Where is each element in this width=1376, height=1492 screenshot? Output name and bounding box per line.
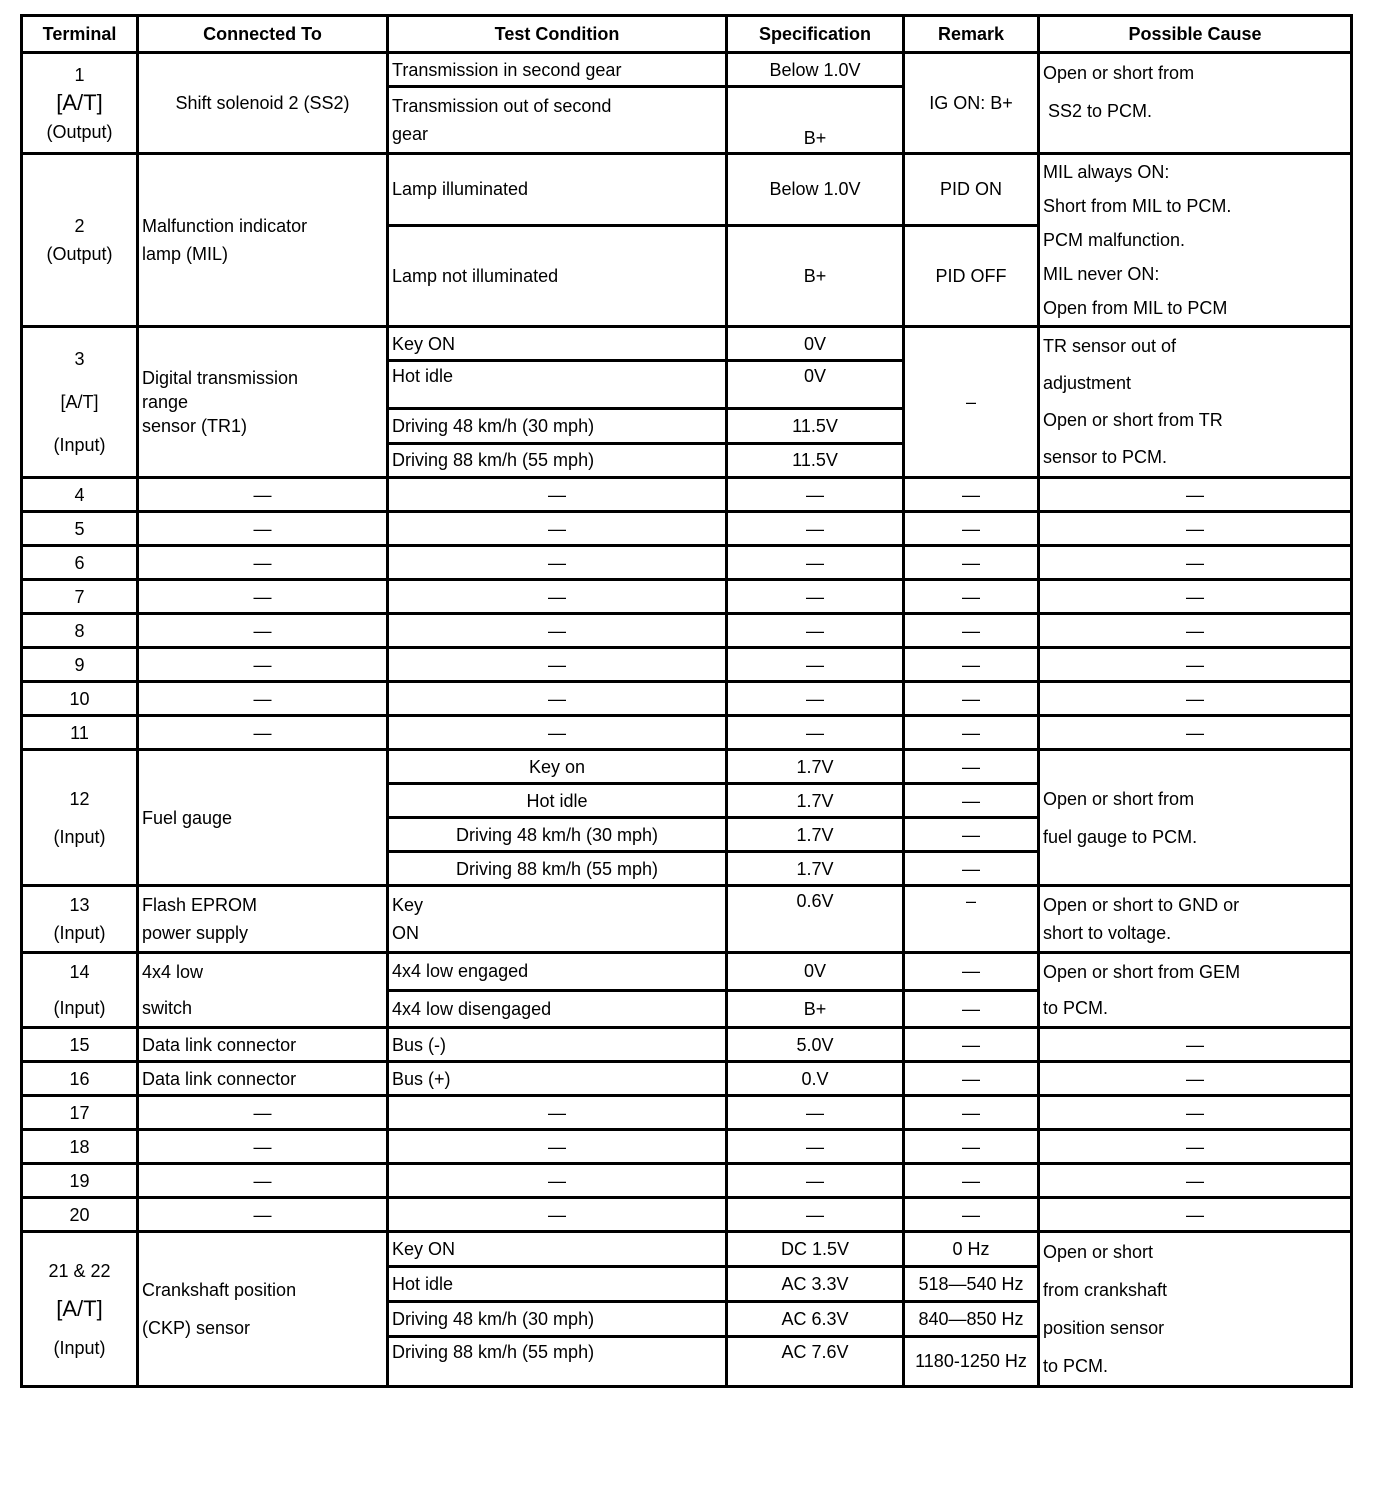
- dash-cell: —: [727, 546, 904, 580]
- cause-line: Open or short from: [1043, 788, 1195, 809]
- table-row: [22, 886, 1352, 953]
- connected-line: power supply: [142, 923, 249, 943]
- condition-cell: Hot idle: [388, 1266, 727, 1301]
- dash-cell: —: [1039, 1130, 1352, 1164]
- dash-cell: —: [138, 512, 388, 546]
- terminal-number: 21 & 22: [48, 1260, 111, 1281]
- dash-cell: —: [727, 614, 904, 648]
- dash-cell: —: [388, 716, 727, 750]
- spec-cell: 0V: [727, 361, 904, 409]
- spec-cell: 1.7V: [727, 784, 904, 818]
- terminal-io: (Input): [53, 434, 106, 455]
- dash-cell: —: [727, 1130, 904, 1164]
- cause-line: TR sensor out of: [1043, 336, 1177, 356]
- cause-cell: [1039, 750, 1352, 886]
- cause-cell: —: [1039, 1062, 1352, 1096]
- dash-cell: —: [138, 614, 388, 648]
- terminal-io: (Input): [53, 826, 106, 847]
- table-row: [22, 327, 1352, 361]
- table-row: [22, 1164, 1352, 1198]
- header-connected-to: Connected To: [138, 16, 388, 53]
- remark-cell: —: [904, 818, 1039, 852]
- dash-cell: —: [727, 1198, 904, 1232]
- remark-cell: —: [904, 750, 1039, 784]
- connected-to-cell: Data link connector: [138, 1062, 388, 1096]
- terminal-cell: 17: [22, 1096, 138, 1130]
- dash-cell: —: [138, 1198, 388, 1232]
- terminal-cell: 8: [22, 614, 138, 648]
- cause-line: Open or short to GND or: [1043, 895, 1240, 915]
- cause-cell: [1039, 953, 1352, 1028]
- cause-line: adjustment: [1043, 373, 1132, 393]
- terminal-cell: 7: [22, 580, 138, 614]
- terminal-cell: [22, 327, 138, 478]
- spec-cell: 11.5V: [727, 409, 904, 443]
- connected-line: sensor (TR1): [142, 416, 248, 436]
- terminal-cell: [22, 750, 138, 886]
- cause-line: position sensor: [1043, 1318, 1165, 1338]
- terminal-cell: 10: [22, 682, 138, 716]
- header-row: [22, 16, 1352, 53]
- remark-cell: —: [904, 1062, 1039, 1096]
- condition-cell: Bus (+): [388, 1062, 727, 1096]
- remark-cell: PID ON: [904, 154, 1039, 226]
- table-row: [22, 1198, 1352, 1232]
- cause-cell: [1039, 327, 1352, 478]
- dash-cell: —: [904, 1130, 1039, 1164]
- dash-cell: —: [727, 512, 904, 546]
- connected-line: Crankshaft position: [142, 1280, 297, 1300]
- cause-line: SS2 to PCM.: [1048, 101, 1153, 121]
- table-row: [22, 614, 1352, 648]
- dash-cell: —: [727, 716, 904, 750]
- spec-cell: 1.7V: [727, 852, 904, 886]
- connected-to-cell: Data link connector: [138, 1028, 388, 1062]
- terminal-io: (Output): [46, 121, 113, 142]
- terminal-io: (Input): [53, 998, 106, 1018]
- condition-cell: Key on: [388, 750, 727, 784]
- cause-cell: —: [1039, 1028, 1352, 1062]
- table-row: [22, 512, 1352, 546]
- table-row: [22, 1062, 1352, 1096]
- dash-cell: —: [1039, 648, 1352, 682]
- terminal-cell: [22, 53, 138, 154]
- table-row: [22, 154, 1352, 226]
- spec-cell: DC 1.5V: [727, 1232, 904, 1267]
- connected-to-cell: [138, 327, 388, 478]
- dash-cell: —: [388, 580, 727, 614]
- condition-cell: Driving 48 km/h (30 mph): [388, 1301, 727, 1336]
- connected-line: (CKP) sensor: [142, 1318, 251, 1338]
- terminal-cell: 5: [22, 512, 138, 546]
- cause-line: MIL always ON:: [1043, 162, 1170, 182]
- connected-line: 4x4 low: [142, 962, 204, 982]
- cause-line: fuel gauge to PCM.: [1043, 826, 1198, 847]
- spec-cell: B+: [727, 225, 904, 326]
- remark-cell: —: [904, 784, 1039, 818]
- connected-line: Malfunction indicator: [142, 216, 308, 236]
- terminal-number: 13: [69, 895, 90, 915]
- dash-cell: —: [388, 1198, 727, 1232]
- dash-cell: —: [388, 614, 727, 648]
- dash-cell: —: [388, 512, 727, 546]
- remark-cell: –: [904, 327, 1039, 478]
- dash-cell: —: [388, 682, 727, 716]
- dash-cell: —: [388, 1130, 727, 1164]
- dash-cell: —: [727, 1096, 904, 1130]
- table-row: [22, 1130, 1352, 1164]
- terminal-cell: 6: [22, 546, 138, 580]
- terminal-cell: 20: [22, 1198, 138, 1232]
- terminal-cell: 11: [22, 716, 138, 750]
- remark-cell: —: [904, 1028, 1039, 1062]
- dash-cell: —: [1039, 546, 1352, 580]
- dash-cell: —: [904, 682, 1039, 716]
- terminal-cell: [22, 886, 138, 953]
- condition-cell: Lamp illuminated: [388, 154, 727, 226]
- connected-line: Flash EPROM: [142, 895, 258, 915]
- connected-to-cell: [138, 154, 388, 327]
- connected-to-cell: Shift solenoid 2 (SS2): [138, 53, 388, 154]
- condition-cell: [388, 886, 727, 953]
- dash-cell: —: [904, 716, 1039, 750]
- header-terminal: Terminal: [22, 16, 138, 53]
- remark-cell: –: [904, 886, 1039, 953]
- terminal-cell: 4: [22, 478, 138, 512]
- terminal-io: (Input): [53, 1337, 106, 1358]
- spec-cell: Below 1.0V: [727, 53, 904, 87]
- connected-to-cell: [138, 886, 388, 953]
- dash-cell: —: [388, 1164, 727, 1198]
- table-row: [22, 1028, 1352, 1062]
- terminal-tag: [A/T]: [60, 391, 99, 412]
- condition-cell: Hot idle: [388, 784, 727, 818]
- spec-cell: 0.6V: [727, 886, 904, 953]
- table-row: [22, 716, 1352, 750]
- cause-line: Open from MIL to PCM: [1043, 298, 1228, 318]
- dash-cell: —: [904, 1164, 1039, 1198]
- dash-cell: —: [1039, 1198, 1352, 1232]
- dash-cell: —: [727, 1164, 904, 1198]
- dash-cell: —: [727, 648, 904, 682]
- cause-line: from crankshaft: [1043, 1280, 1168, 1300]
- condition-line: ON: [392, 923, 419, 943]
- dash-cell: —: [388, 648, 727, 682]
- terminal-cell: [22, 1232, 138, 1387]
- condition-cell: Driving 48 km/h (30 mph): [388, 409, 727, 443]
- condition-cell: Driving 88 km/h (55 mph): [388, 852, 727, 886]
- table-row: [22, 546, 1352, 580]
- dash-cell: —: [1039, 478, 1352, 512]
- terminal-number: 12: [69, 788, 90, 809]
- spec-cell: B+: [727, 87, 904, 154]
- terminal-number: 1: [74, 64, 85, 85]
- spec-cell: 0.V: [727, 1062, 904, 1096]
- terminal-number: 3: [74, 348, 85, 369]
- cause-line: Short from MIL to PCM.: [1043, 196, 1232, 216]
- pcm-terminal-table: [20, 14, 1353, 1388]
- remark-cell: —: [904, 953, 1039, 991]
- condition-cell: 4x4 low disengaged: [388, 990, 727, 1028]
- remark-cell: 840—850 Hz: [904, 1301, 1039, 1336]
- cause-line: Open or short: [1043, 1242, 1154, 1262]
- spec-cell: 5.0V: [727, 1028, 904, 1062]
- cause-line: Open or short from: [1043, 63, 1195, 83]
- terminal-cell: 9: [22, 648, 138, 682]
- connected-line: Digital transmission: [142, 368, 299, 388]
- condition-cell: Driving 88 km/h (55 mph): [388, 1336, 727, 1386]
- condition-line: Transmission out of second: [392, 96, 612, 116]
- dash-cell: —: [1039, 716, 1352, 750]
- cause-line: PCM malfunction.: [1043, 230, 1186, 250]
- terminal-cell: 18: [22, 1130, 138, 1164]
- dash-cell: —: [388, 478, 727, 512]
- table-row: [22, 682, 1352, 716]
- cause-line: MIL never ON:: [1043, 264, 1160, 284]
- cause-line: Open or short from GEM: [1043, 962, 1241, 982]
- terminal-tag: [A/T]: [56, 1295, 103, 1321]
- cause-line: to PCM.: [1043, 998, 1109, 1018]
- spec-cell: 0V: [727, 953, 904, 991]
- condition-cell: Hot idle: [388, 361, 727, 409]
- connected-line: range: [142, 392, 189, 412]
- remark-cell: 518—540 Hz: [904, 1266, 1039, 1301]
- dash-cell: —: [138, 478, 388, 512]
- dash-cell: —: [138, 580, 388, 614]
- condition-cell: Transmission in second gear: [388, 53, 727, 87]
- terminal-cell: [22, 154, 138, 327]
- terminal-number: 14: [69, 962, 90, 982]
- cause-cell: [1039, 154, 1352, 327]
- dash-cell: —: [138, 648, 388, 682]
- dash-cell: —: [1039, 614, 1352, 648]
- dash-cell: —: [388, 1096, 727, 1130]
- table-row: [22, 478, 1352, 512]
- condition-cell: Bus (-): [388, 1028, 727, 1062]
- cause-line: to PCM.: [1043, 1356, 1109, 1376]
- table-row: [22, 53, 1352, 87]
- spec-cell: 1.7V: [727, 818, 904, 852]
- dash-cell: —: [1039, 682, 1352, 716]
- remark-cell: —: [904, 990, 1039, 1028]
- terminal-cell: 16: [22, 1062, 138, 1096]
- spec-cell: AC 6.3V: [727, 1301, 904, 1336]
- connected-to-cell: [138, 953, 388, 1028]
- table-row: [22, 580, 1352, 614]
- dash-cell: —: [1039, 580, 1352, 614]
- condition-cell: 4x4 low engaged: [388, 953, 727, 991]
- dash-cell: —: [727, 682, 904, 716]
- dash-cell: —: [138, 546, 388, 580]
- dash-cell: —: [904, 614, 1039, 648]
- dash-cell: —: [388, 546, 727, 580]
- dash-cell: —: [904, 580, 1039, 614]
- table-row: [22, 1232, 1352, 1267]
- remark-cell: 0 Hz: [904, 1232, 1039, 1267]
- terminal-io: (Input): [53, 923, 106, 943]
- connected-line: lamp (MIL): [142, 244, 229, 264]
- terminal-cell: 15: [22, 1028, 138, 1062]
- condition-cell: Driving 48 km/h (30 mph): [388, 818, 727, 852]
- cause-cell: [1039, 886, 1352, 953]
- cause-line: sensor to PCM.: [1043, 447, 1168, 467]
- cause-line: short to voltage.: [1043, 923, 1172, 943]
- dash-cell: —: [1039, 1096, 1352, 1130]
- spec-cell: AC 3.3V: [727, 1266, 904, 1301]
- dash-cell: —: [138, 682, 388, 716]
- table-row: [22, 953, 1352, 991]
- condition-cell: Driving 88 km/h (55 mph): [388, 443, 727, 477]
- remark-cell: 1180-1250 Hz: [904, 1336, 1039, 1386]
- spec-cell: AC 7.6V: [727, 1336, 904, 1386]
- terminal-cell: [22, 953, 138, 1028]
- spec-cell: B+: [727, 990, 904, 1028]
- remark-cell: PID OFF: [904, 225, 1039, 326]
- cause-cell: [1039, 53, 1352, 154]
- dash-cell: —: [138, 1130, 388, 1164]
- remark-cell: —: [904, 852, 1039, 886]
- connected-to-cell: Fuel gauge: [138, 750, 388, 886]
- header-possible-cause: Possible Cause: [1039, 16, 1352, 53]
- table-row: [22, 750, 1352, 784]
- condition-cell: [388, 87, 727, 154]
- dash-cell: —: [904, 1096, 1039, 1130]
- terminal-tag: [A/T]: [56, 89, 103, 115]
- dash-cell: —: [138, 716, 388, 750]
- dash-cell: —: [727, 478, 904, 512]
- dash-cell: —: [904, 512, 1039, 546]
- header-specification: Specification: [727, 16, 904, 53]
- dash-cell: —: [138, 1164, 388, 1198]
- connected-to-cell: [138, 1232, 388, 1387]
- dash-cell: —: [1039, 1164, 1352, 1198]
- dash-cell: —: [138, 1096, 388, 1130]
- connected-line: switch: [142, 998, 193, 1018]
- terminal-io: (Output): [46, 244, 113, 264]
- table-row: [22, 1096, 1352, 1130]
- dash-cell: —: [904, 648, 1039, 682]
- header-remark: Remark: [904, 16, 1039, 53]
- spec-cell: 11.5V: [727, 443, 904, 477]
- condition-line: Key: [392, 895, 424, 915]
- cause-cell: [1039, 1232, 1352, 1387]
- terminal-number: 2: [74, 216, 85, 236]
- dash-cell: —: [904, 478, 1039, 512]
- table-row: [22, 648, 1352, 682]
- spec-cell: Below 1.0V: [727, 154, 904, 226]
- spec-cell: 1.7V: [727, 750, 904, 784]
- dash-cell: —: [904, 546, 1039, 580]
- header-test-condition: Test Condition: [388, 16, 727, 53]
- spec-cell: 0V: [727, 327, 904, 361]
- terminal-cell: 19: [22, 1164, 138, 1198]
- condition-cell: Key ON: [388, 327, 727, 361]
- dash-cell: —: [1039, 512, 1352, 546]
- cause-line: Open or short from TR: [1043, 410, 1223, 430]
- remark-cell: IG ON: B+: [904, 53, 1039, 154]
- condition-line: gear: [392, 124, 429, 144]
- dash-cell: —: [727, 580, 904, 614]
- condition-cell: Key ON: [388, 1232, 727, 1267]
- condition-cell: Lamp not illuminated: [388, 225, 727, 326]
- dash-cell: —: [904, 1198, 1039, 1232]
